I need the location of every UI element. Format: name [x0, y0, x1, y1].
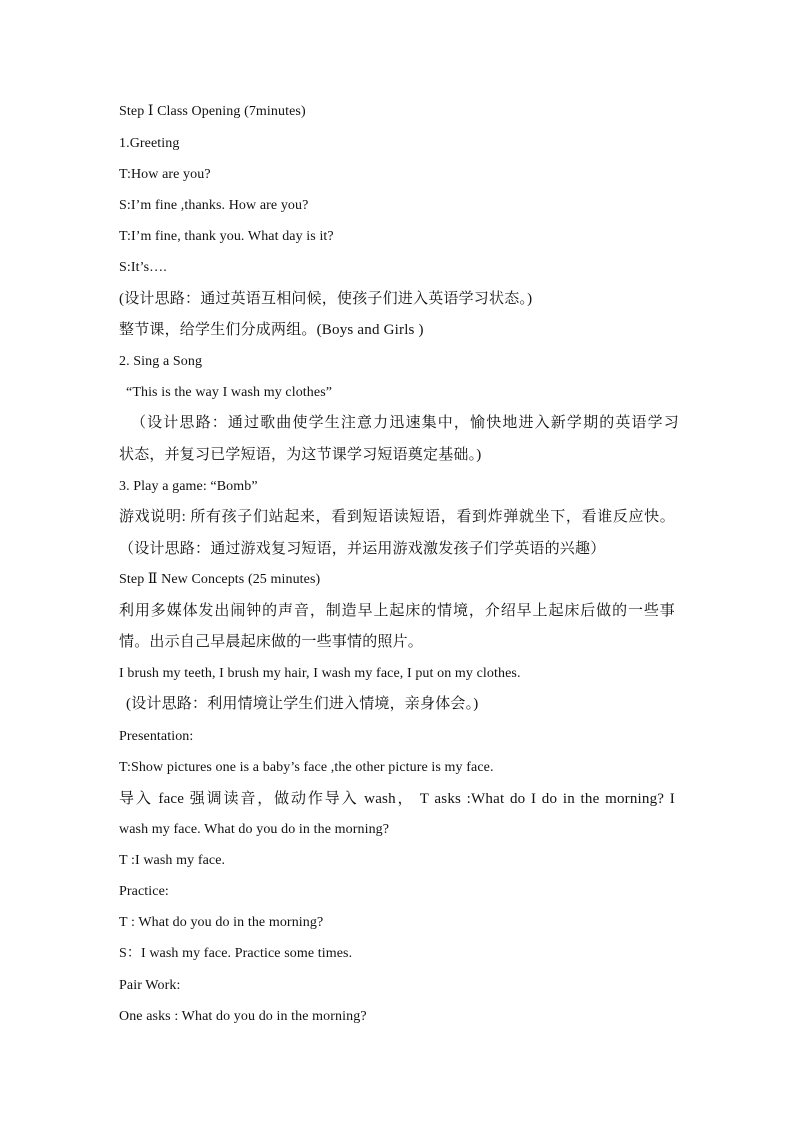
multimedia-description: 利用多媒体发出闹钟的声音，制造早上起床的情境，介绍早上起床后做的一些事: [119, 603, 675, 619]
design-note: (设计思路：通过英语互相问候，使孩子们进入英语学习状态。): [119, 291, 533, 307]
multimedia-description-continued: 情。出示自己早晨起床做的一些事情的照片。: [119, 634, 424, 650]
step-two-heading: Step Ⅱ New Concepts (25 minutes): [119, 572, 321, 587]
game-heading: 3. Play a game: “Bomb”: [119, 479, 258, 494]
dialogue-line: S:It’s….: [119, 260, 167, 275]
design-note-continued: 状态，并复习已学短语，为这节课学习短语奠定基础。): [119, 447, 482, 463]
presentation-line: T:Show pictures one is a baby’s face ,the other picture is my face.: [119, 760, 494, 775]
dialogue-line: S:I’m fine ,thanks. How are you?: [119, 198, 309, 213]
dialogue-line: S：I wash my face. Practice some times.: [119, 946, 353, 961]
dialogue-line: T :I wash my face.: [119, 853, 226, 868]
presentation-instruction-continued: wash my face. What do you do in the morning?: [119, 822, 390, 837]
dialogue-line: T:I’m fine, thank you. What day is it?: [119, 229, 334, 244]
pair-work-heading: Pair Work:: [119, 978, 181, 993]
example-sentences: I brush my teeth, I brush my hair, I wash my face, I put on my clothes.: [119, 666, 521, 681]
step-one-heading: Step Ⅰ Class Opening (7minutes): [119, 104, 306, 119]
presentation-instruction: 导入 face 强调读音，做动作导入 wash， T asks :What do I do in the morning? I: [119, 791, 675, 807]
design-note: (设计思路：利用情境让学生们进入情境，亲身体会。): [126, 696, 479, 712]
dialogue-line: T:How are you?: [119, 167, 211, 182]
practice-heading: Practice:: [119, 884, 169, 899]
class-grouping-note: 整节课，给学生们分成两组。(Boys and Girls ): [119, 322, 424, 338]
design-note: （设计思路：通过歌曲使学生注意力迅速集中，愉快地进入新学期的英语学习: [131, 415, 679, 431]
dialogue-line: T : What do you do in the morning?: [119, 915, 324, 930]
song-heading: 2. Sing a Song: [119, 354, 203, 369]
presentation-heading: Presentation:: [119, 729, 194, 744]
dialogue-line: One asks : What do you do in the morning?: [119, 1009, 367, 1024]
design-note: （设计思路：通过游戏复习短语，并运用游戏激发孩子们学英语的兴趣）: [119, 541, 606, 557]
song-title: “This is the way I wash my clothes”: [126, 385, 333, 400]
game-description: 游戏说明: 所有孩子们站起来，看到短语读短语，看到炸弹就坐下，看谁反应快。: [119, 509, 675, 525]
greeting-heading: 1.Greeting: [119, 136, 180, 151]
